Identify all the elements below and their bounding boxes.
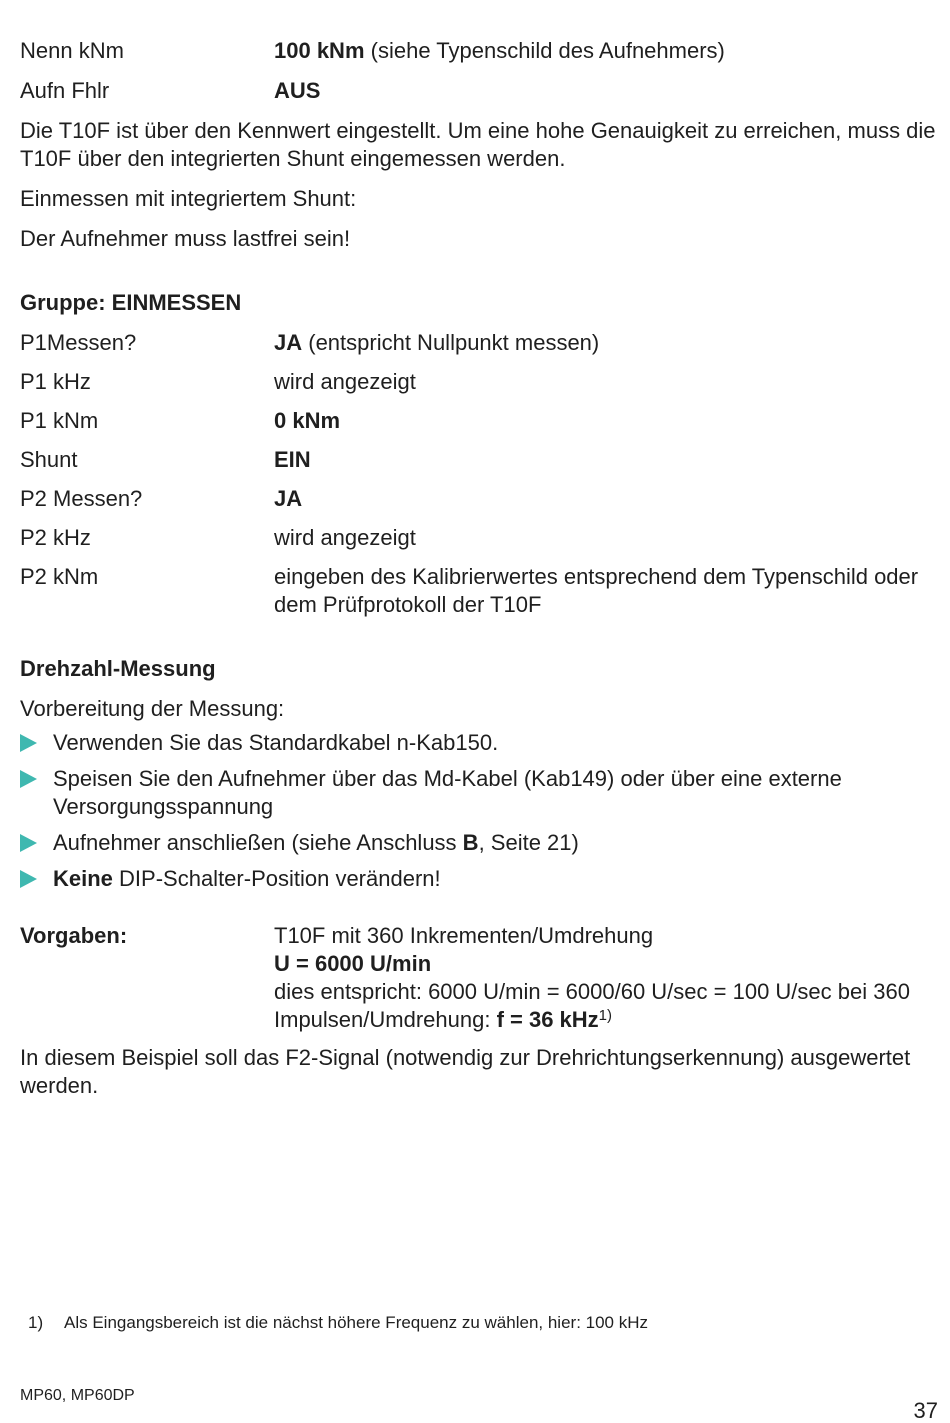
bullet-item: [20, 729, 938, 757]
bullet-text: Speisen Sie den Aufnehmer über das Md-Kabel (Kab149) oder über eine externe Versorgungsspannung: [53, 766, 842, 819]
bullet-text: [53, 865, 938, 893]
bullet-text-part: , Seite 21): [478, 830, 579, 855]
group-row-value: [274, 563, 938, 619]
bullet-triangle-icon: [20, 870, 37, 888]
setting-row-aufn: [20, 77, 938, 105]
group-row-value: [274, 407, 938, 435]
group-row-value-bold: JA: [274, 330, 303, 355]
group-row-value: [274, 524, 938, 552]
bullet-text: Verwenden Sie das Standardkabel n-Kab150.: [53, 730, 499, 755]
group-row-value: [274, 485, 938, 513]
setting-row-nenn: [20, 37, 938, 65]
footnote: [28, 1312, 648, 1334]
intro-paragraph: Die T10F ist über den Kennwert eingestellt. Um eine hohe Genauigkeit zu erreichen, muss die T10F über den integrierten Shunt eingemessen werden.: [20, 118, 936, 171]
group-row-value: [274, 329, 938, 357]
intro-shunt-line: Einmessen mit integriertem Shunt:: [20, 186, 357, 211]
drehzahl-heading: Drehzahl-Messung: [20, 656, 216, 681]
bullet-triangle-icon: [20, 734, 37, 752]
group-row: [20, 563, 938, 619]
bullet-text-part: Aufnehmer anschließen (siehe Anschluss: [53, 830, 463, 855]
vorgaben-line2: U = 6000 U/min: [274, 951, 432, 976]
vorgaben-frequency: f = 36 kHz: [496, 1007, 599, 1032]
bullet-item: [20, 829, 938, 857]
drehzahl-prep: Vorbereitung der Messung:: [20, 696, 285, 721]
group-row-value: [274, 368, 938, 396]
bullet-item: [20, 765, 938, 821]
vorgaben-line1: T10F mit 360 Inkrementen/Umdrehung: [274, 923, 654, 948]
group-row: [20, 407, 938, 435]
intro-warning-line: Der Aufnehmer muss lastfrei sein!: [20, 226, 351, 251]
setting-label: Aufn Fhlr: [20, 78, 110, 103]
footer-product: MP60, MP60DP: [20, 1387, 135, 1404]
group-row-value: [274, 446, 938, 474]
page-number: 37: [913, 1398, 938, 1423]
setting-value: [274, 77, 938, 105]
setting-value: [274, 37, 938, 65]
group-row-label: P2 kNm: [20, 564, 99, 589]
setting-value-rest: (siehe Typenschild des Aufnehmers): [364, 38, 725, 63]
bullet-text-part: DIP-Schalter-Position verändern!: [112, 866, 441, 891]
bullet-item: [20, 865, 938, 893]
footnote-number: 1): [28, 1313, 44, 1332]
group-row-label: Shunt: [20, 447, 78, 472]
group-row-value-rest: wird angezeigt: [274, 369, 416, 394]
group-row-label: P2 kHz: [20, 525, 91, 550]
group-row-value-rest: wird angezeigt: [274, 525, 416, 550]
setting-label: Nenn kNm: [20, 38, 124, 63]
group-row: [20, 446, 938, 474]
vorgaben-label: Vorgaben:: [20, 923, 128, 948]
group-row: [20, 329, 938, 357]
setting-value-bold: AUS: [274, 78, 321, 103]
group-row-value-bold: EIN: [274, 447, 311, 472]
group-row-value-bold: JA: [274, 486, 303, 511]
vorgaben-block: [20, 922, 938, 1034]
group-row-label: P1 kHz: [20, 369, 91, 394]
vorgaben-line3: dies entspricht: 6000 U/min = 6000/60 U/sec = 100 U/sec bei 360 Impulsen/Umdrehung:: [274, 979, 910, 1032]
group-row: [20, 524, 938, 552]
group-row-value-rest: (entspricht Nullpunkt messen): [302, 330, 600, 355]
group-row: [20, 485, 938, 513]
group-heading: Gruppe: EINMESSEN: [20, 290, 242, 315]
footnote-ref: 1): [598, 1007, 613, 1024]
group-row-value-bold: 0 kNm: [274, 408, 341, 433]
group-row-label: P2 Messen?: [20, 486, 143, 511]
page-content: [20, 37, 938, 1100]
group-row-value-rest: eingeben des Kalibrierwertes entsprechend dem Typenschild oder dem Prüfprotokoll der T10F: [274, 564, 919, 617]
bullet-triangle-icon: [20, 770, 37, 788]
vorgaben-value: [274, 922, 938, 1034]
footnote-text: Als Eingangsbereich ist die nächst höhere Frequenz zu wählen, hier: 100 kHz: [64, 1313, 649, 1332]
group-row: [20, 368, 938, 396]
bullet-text-bold: Keine: [53, 866, 113, 891]
bullet-triangle-icon: [20, 834, 37, 852]
bullet-text: [53, 829, 938, 857]
setting-value-bold: 100 kNm: [274, 38, 365, 63]
bullet-text-bold: B: [462, 830, 479, 855]
group-row-label: P1Messen?: [20, 330, 137, 355]
group-row-label: P1 kNm: [20, 408, 99, 433]
closing-paragraph: In diesem Beispiel soll das F2-Signal (notwendig zur Drehrichtungserkennung) ausgewertet werden.: [20, 1045, 911, 1098]
